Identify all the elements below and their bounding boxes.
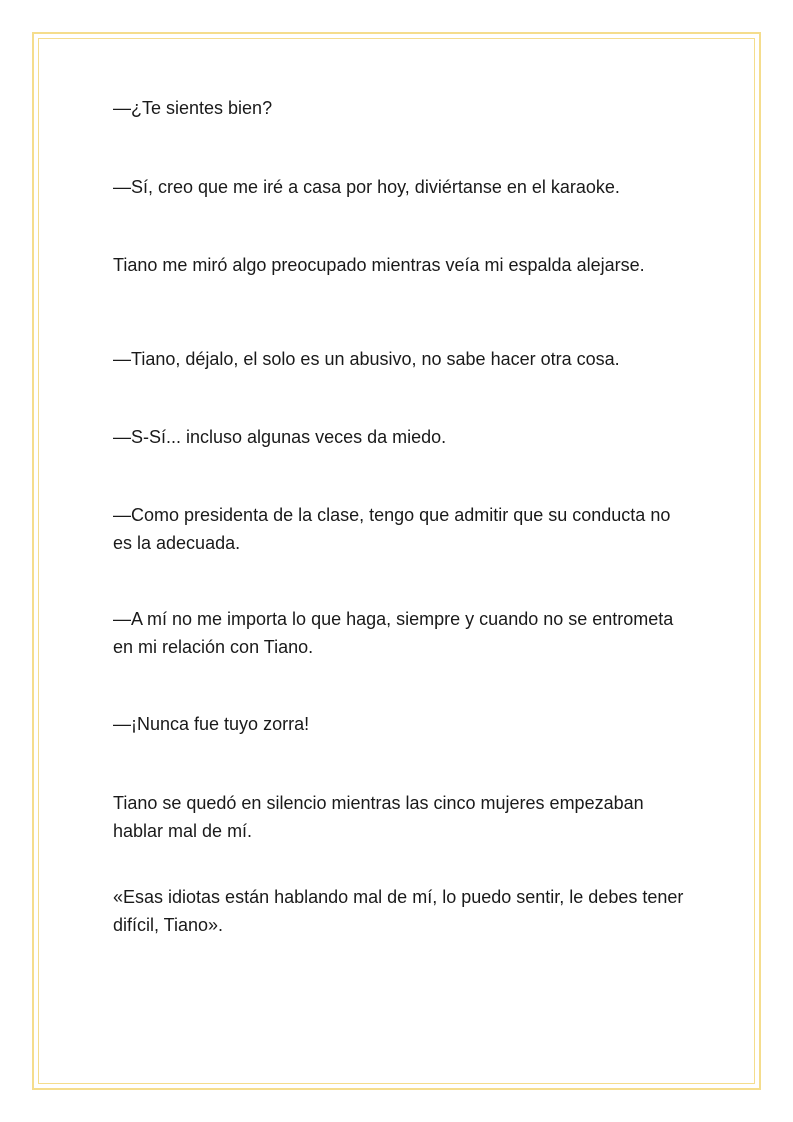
paragraph-6: —Como presidenta de la clase, tengo que admitir que su conducta no es la adecuada. xyxy=(113,505,671,553)
paragraph-5: —S-Sí... incluso algunas veces da miedo. xyxy=(113,427,447,447)
paragraph-9: Tiano se quedó en silencio mientras las cinco mujeres empezaban hablar mal de mí. xyxy=(113,793,644,841)
paragraph-3: Tiano me miró algo preocupado mientras veía mi espalda alejarse. xyxy=(113,255,645,275)
paragraph-4: —Tiano, déjalo, el solo es un abusivo, no sabe hacer otra cosa. xyxy=(113,349,620,369)
paragraph-8: —¡Nunca fue tuyo zorra! xyxy=(113,714,310,734)
paragraph-2: —Sí, creo que me iré a casa por hoy, diviértanse en el karaoke. xyxy=(113,177,620,197)
paragraph-7: —A mí no me importa lo que haga, siempre y cuando no se entrometa en mi relación con Tiano. xyxy=(113,609,674,657)
paragraph-1: —¿Te sientes bien? xyxy=(113,98,273,118)
paragraph-10: «Esas idiotas están hablando mal de mí, lo puedo sentir, le debes tener difícil, Tiano». xyxy=(113,887,684,935)
